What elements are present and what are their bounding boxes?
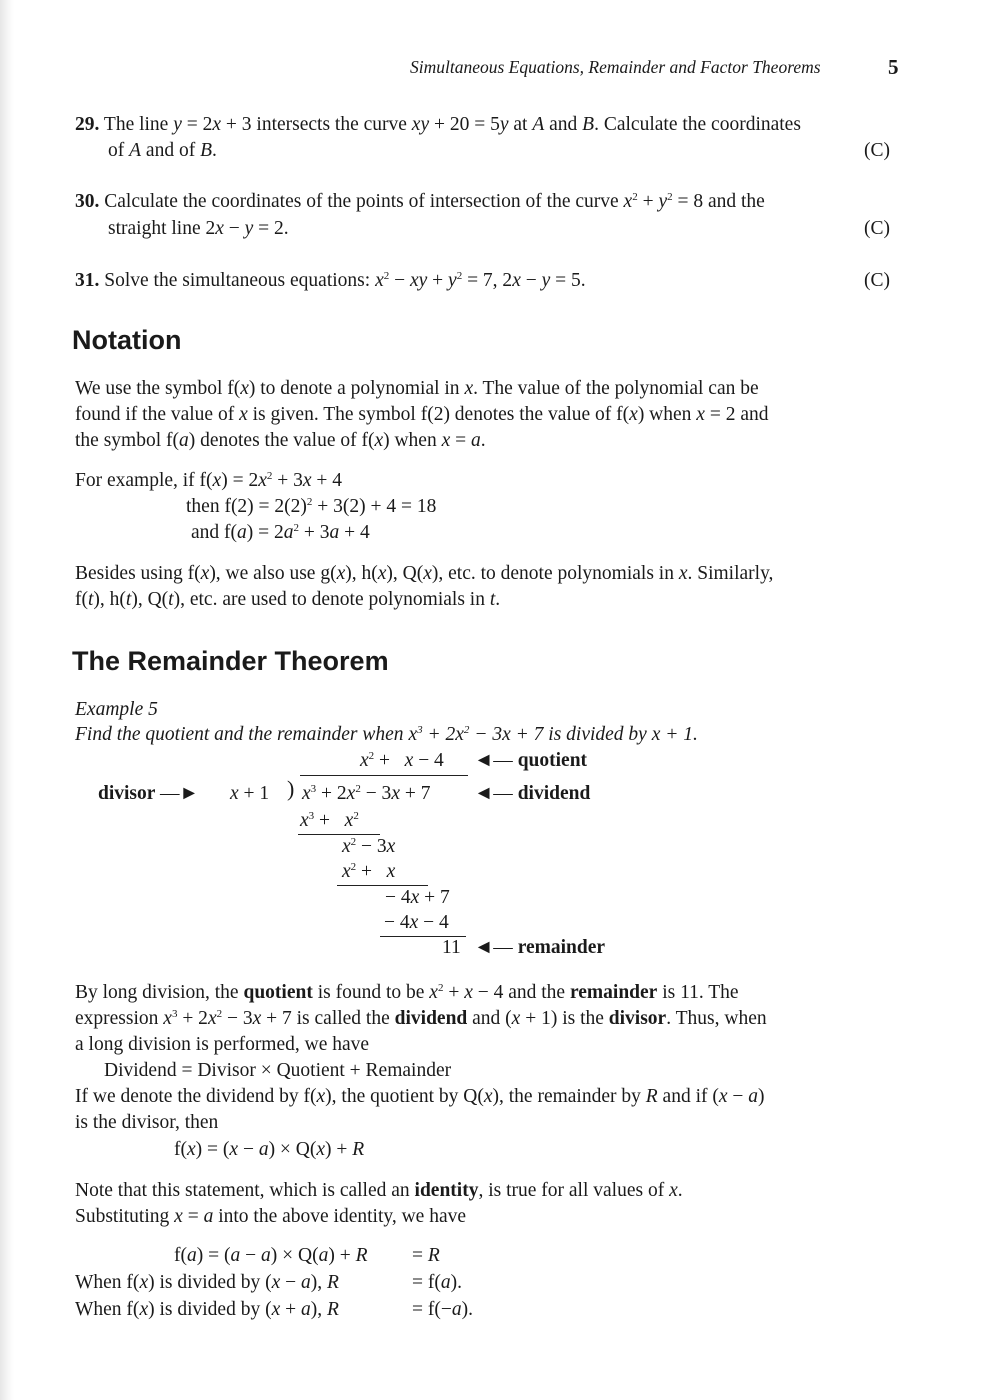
exercise-29-line1 bbox=[75, 112, 801, 138]
text-line: a long division is performed, we have bbox=[75, 1034, 370, 1055]
arrow-left-icon: ◄— bbox=[474, 783, 513, 804]
exercise-tag: (C) bbox=[864, 218, 890, 239]
division-step-2: $x^2 - 3x$ bbox=[342, 836, 396, 857]
result-line-lhs: When f(x) is divided by (x − a), R bbox=[75, 1272, 339, 1293]
example-line: then $f(2) = 2(2)^2 + 3(2) + 4 = 18$ bbox=[186, 496, 437, 517]
example-line: and $f(a) = 2a^2 + 3a + 4$ bbox=[191, 522, 370, 543]
dividend-expression: $x^3 + 2x^2 - 3x + 7$ bbox=[302, 783, 431, 804]
remainder-label bbox=[474, 935, 605, 961]
formula-words: Dividend = Divisor × Quotient + Remainder bbox=[104, 1060, 452, 1081]
text-line: is the divisor, then bbox=[75, 1112, 219, 1133]
section-heading-notation: Notation bbox=[72, 325, 182, 355]
text-line: We use the symbol f(x) to denote a polynomial in x. The value of the polynomial can be bbox=[75, 378, 759, 399]
text-line: By long division, the quotient is found to be $x^2 + x - 4$ and the remainder is 11. The bbox=[75, 982, 739, 1003]
text-line: Besides using f(x), we also use g(x), h(x), Q(x), etc. to denote polynomials in x. Similarly, bbox=[75, 563, 774, 584]
division-bar bbox=[300, 775, 468, 776]
remainder-value: 11 bbox=[442, 937, 461, 958]
example-line: For example, if $f(x) = 2x^2 + 3x + 4$ bbox=[75, 470, 343, 491]
exercise-31-line1 bbox=[75, 268, 586, 294]
exercise-number: 30. bbox=[75, 191, 100, 212]
text-line: the symbol f(a) denotes the value of f(x) when x = a. bbox=[75, 430, 486, 451]
exercise-30-line2: straight line 2x − y = 2. bbox=[108, 218, 289, 239]
result-line-lhs: When f(x) is divided by (x + a), R bbox=[75, 1299, 339, 1320]
exercise-29-line2: of A and of B. bbox=[108, 140, 217, 161]
text-line: expression $x^3 + 2x^2 - 3x + 7$ is called the dividend and (x + 1) is the divisor. Thus, when bbox=[75, 1008, 767, 1029]
exercise-number: 31. bbox=[75, 270, 100, 291]
arrow-right-icon: —► bbox=[159, 783, 199, 804]
exercise-text: Calculate the coordinates of the points of intersection of the curve $x^2 + y^2 = 8$ and the bbox=[104, 191, 765, 212]
identity-formula: f(x) = (x − a) × Q(x) + R bbox=[174, 1139, 365, 1160]
exercise-number: 29. bbox=[75, 114, 100, 135]
division-step-3: $x^2 + x$ bbox=[337, 859, 428, 886]
arrow-left-icon: ◄— bbox=[474, 750, 513, 771]
example-question: Find the quotient and the remainder when $x^3 + 2x^2 - 3x + 7$ is divided by x + 1. bbox=[75, 724, 698, 745]
example-label: Example 5 bbox=[75, 699, 158, 720]
label-text: remainder bbox=[517, 937, 606, 958]
quotient-expression: $x^2 + x - 4$ bbox=[360, 750, 444, 771]
running-head-title: Simultaneous Equations, Remainder and Factor Theorems bbox=[410, 57, 821, 77]
label-text: divisor bbox=[98, 783, 156, 804]
result-line-lhs: f(a) = (a − a) × Q(a) + R bbox=[174, 1245, 368, 1266]
dividend-label bbox=[474, 781, 590, 807]
result-line-rhs: = f(−a). bbox=[412, 1299, 473, 1320]
page-edge-shadow bbox=[0, 0, 14, 1400]
text-line: f(t), h(t), Q(t), etc. are used to denote polynomials in t. bbox=[75, 589, 501, 610]
label-text: quotient bbox=[517, 750, 588, 771]
result-line-rhs: = R bbox=[412, 1245, 440, 1266]
text-line: found if the value of x is given. The symbol f(2) denotes the value of f(x) when x = 2 and bbox=[75, 404, 769, 425]
text-line: Note that this statement, which is called an identity, is true for all values of x. bbox=[75, 1180, 683, 1201]
exercise-tag: (C) bbox=[864, 140, 890, 161]
divisor-label bbox=[98, 781, 199, 807]
quotient-label bbox=[474, 748, 587, 774]
exercise-30-line1 bbox=[75, 189, 765, 215]
arrow-left-icon: ◄— bbox=[474, 937, 513, 958]
label-text: dividend bbox=[517, 783, 591, 804]
section-heading-remainder-theorem: The Remainder Theorem bbox=[72, 646, 389, 676]
division-bracket: ) bbox=[287, 776, 295, 801]
exercise-tag: (C) bbox=[864, 270, 890, 291]
division-step-4: − 4x + 7 bbox=[385, 887, 450, 908]
division-step-5: − 4x − 4 bbox=[380, 910, 466, 937]
division-step-1: $x^3 + x^2$ bbox=[298, 808, 380, 835]
exercise-text: The line y = 2x + 3 intersects the curve xy + 20 = 5y at A and B. Calculate the coordinates bbox=[103, 114, 801, 135]
divisor-expression: x + 1 bbox=[230, 783, 270, 804]
result-line-rhs: = f(a). bbox=[412, 1272, 462, 1293]
text-line: Substituting x = a into the above identity, we have bbox=[75, 1206, 467, 1227]
page-number: 5 bbox=[888, 55, 899, 79]
exercise-text: Solve the simultaneous equations: $x^2$ − xy + $y^2 = 7$, 2x − y = 5. bbox=[104, 270, 586, 291]
text-line: If we denote the dividend by f(x), the quotient by Q(x), the remainder by R and if (x − a) bbox=[75, 1086, 765, 1107]
